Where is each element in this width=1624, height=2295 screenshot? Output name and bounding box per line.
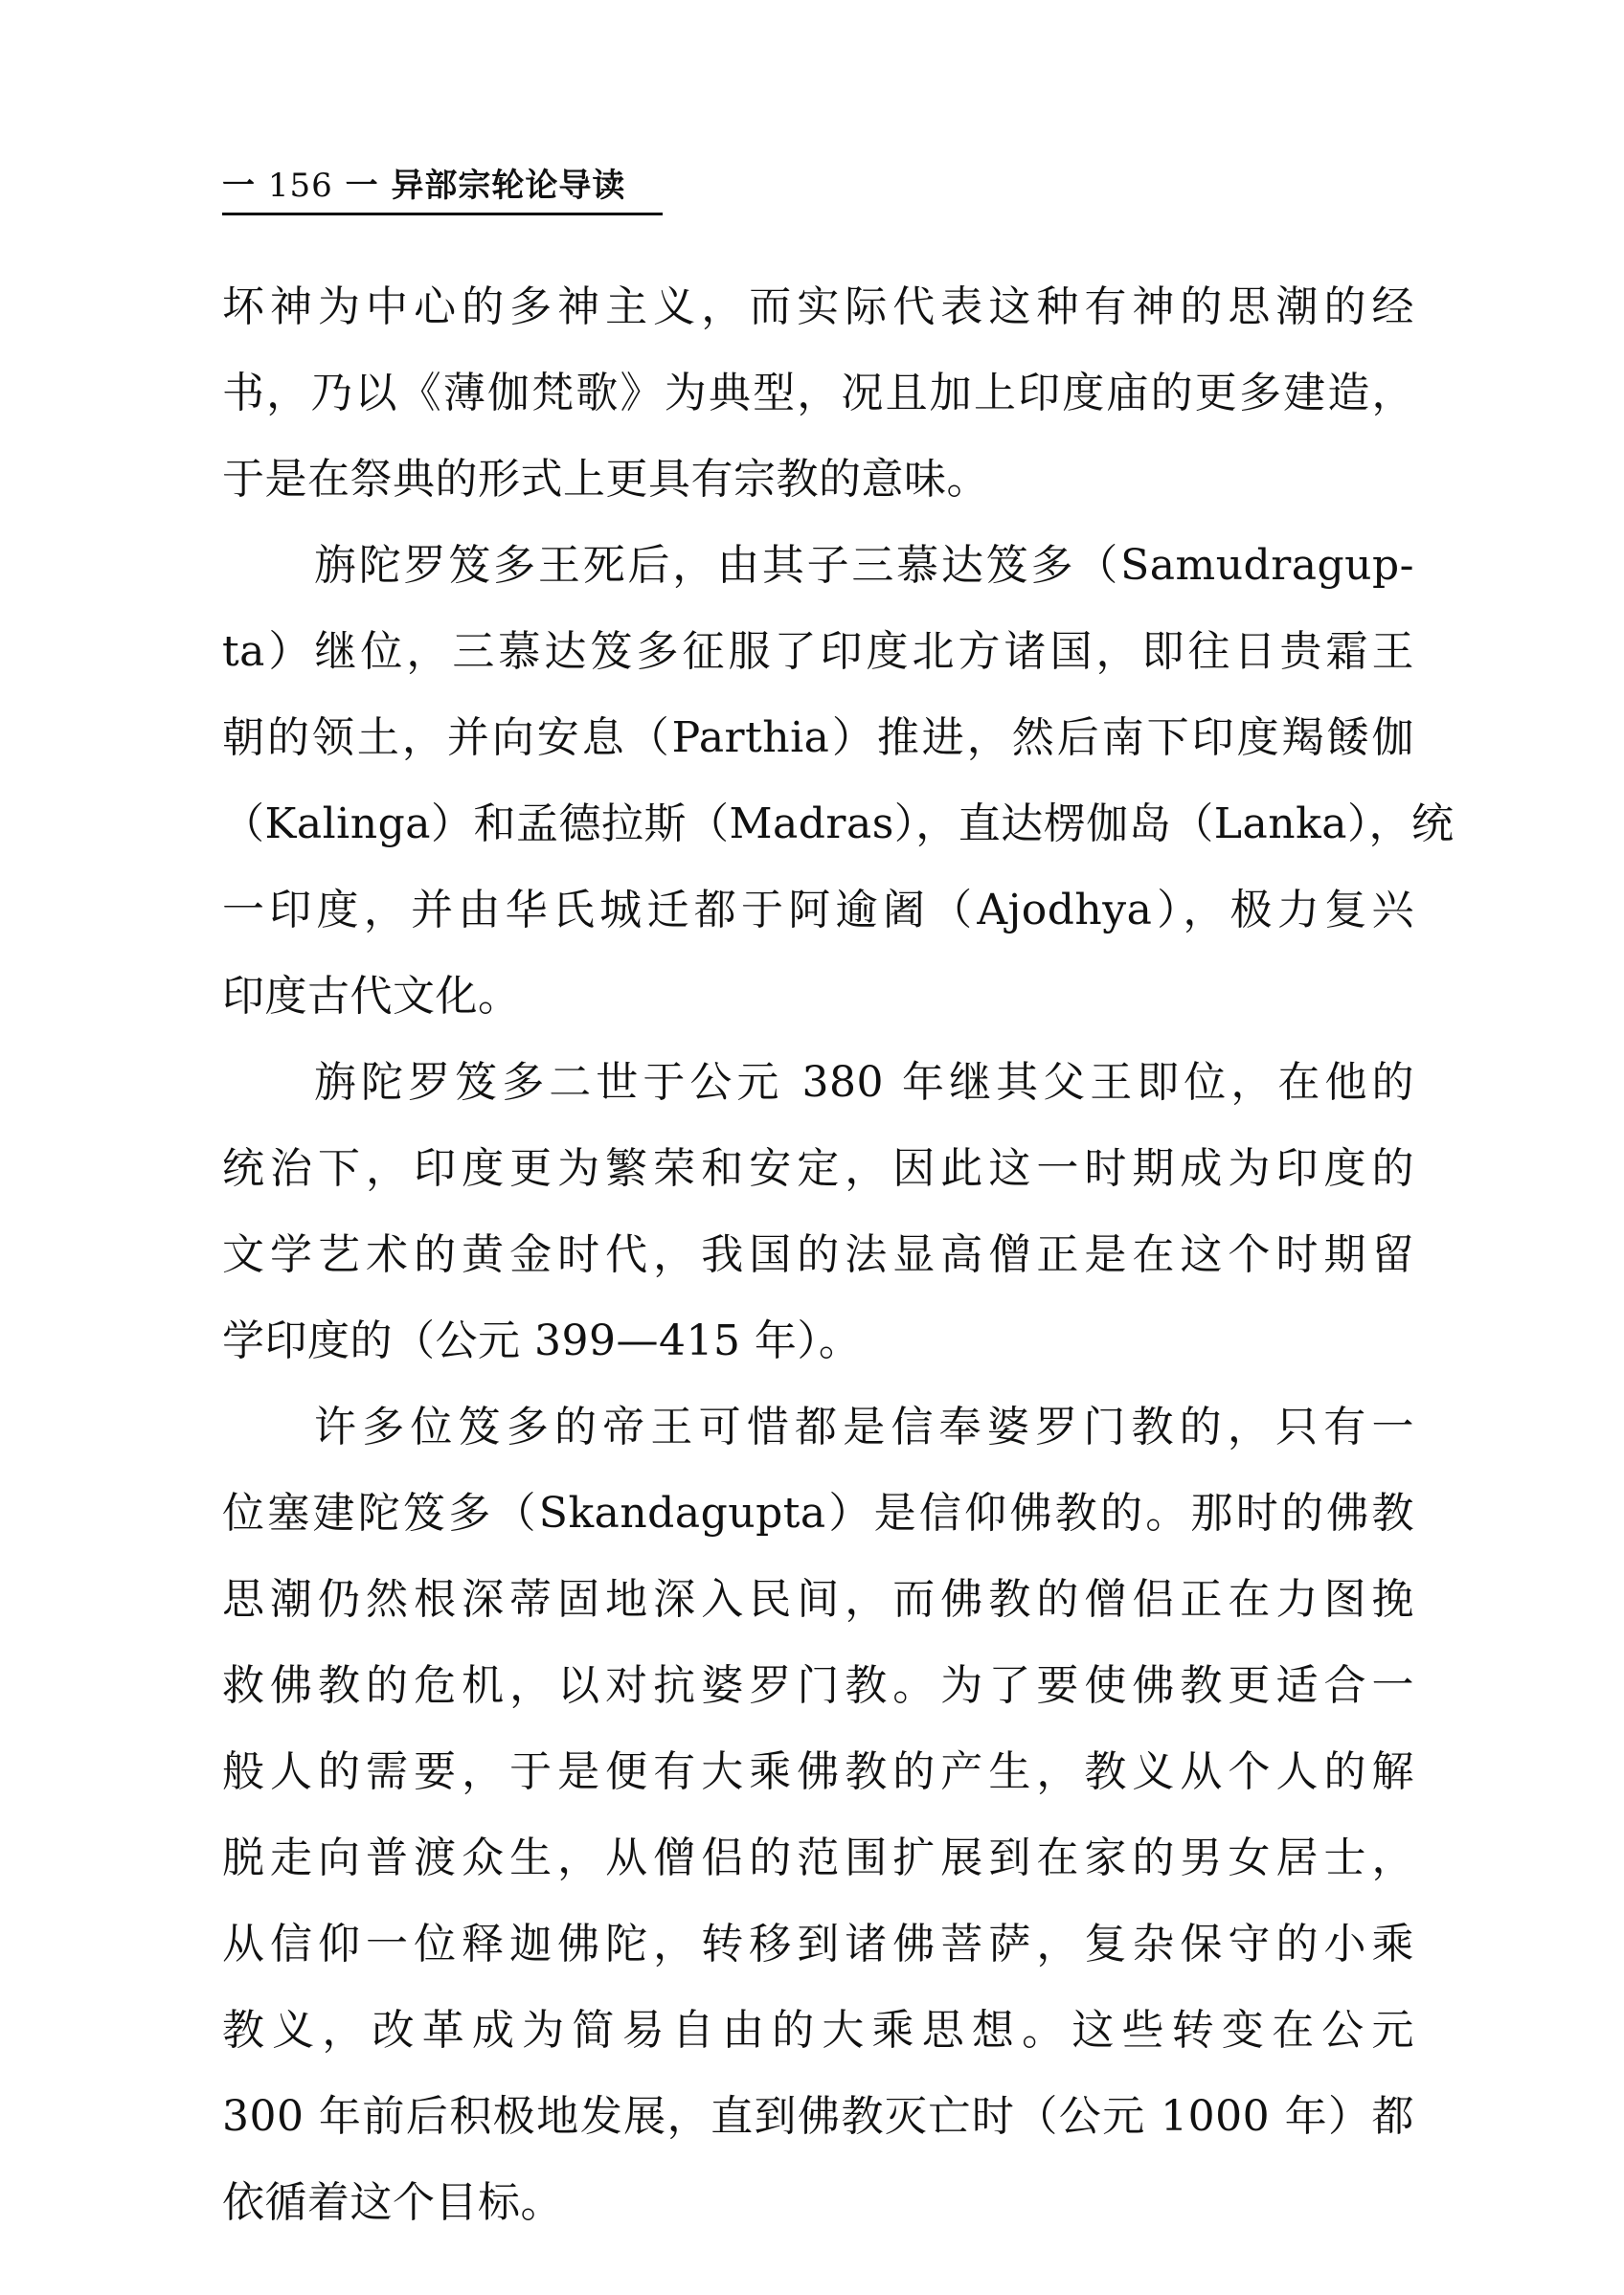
text-line: 旃陀罗笈多王死后，由其子三慕达笈多（Samudragup- [314,541,1414,590]
text-line: 书，乃以《薄伽梵歌》为典型，况且加上印度庙的更多建造， [222,369,1414,417]
book-title: 异部宗轮论导读 [391,167,626,205]
text-line: （Kalinga）和孟德拉斯（Madras），直达楞伽岛（Lanka），统 [222,799,1455,848]
body-text [222,264,1455,2246]
text-line: 脱走向普渡众生，从僧侣的范围扩展到在家的男女居士， [222,1834,1414,1882]
text-line: ta）继位，三慕达笈多征服了印度北方诸国，即往日贵霜王 [222,627,1414,676]
text-line: 一印度，并由华氏城迁都于阿逾阇（Ajodhya），极力复兴 [222,886,1414,934]
text-line: 从信仰一位释迦佛陀，转移到诸佛菩萨，复杂保守的小乘 [222,1920,1414,1969]
text-line: 坏神为中心的多神主义，而实际代表这种有神的思潮的经 [222,282,1414,331]
running-header [222,165,663,215]
text-line: 300 年前后积极地发展，直到佛教灭亡时（公元 1000 年）都 [222,2092,1414,2141]
text-line: 于是在祭典的形式上更具有宗教的意味。 [222,455,989,504]
text-line: 般人的需要，于是便有大乘佛教的产生，教义从个人的解 [222,1747,1414,1796]
text-line: 许多位笈多的帝王可惜都是信奉婆罗门教的，只有一 [314,1403,1414,1451]
text-line: 救佛教的危机，以对抗婆罗门教。为了要使佛教更适合一 [222,1661,1414,1710]
text-line: 教义，改革成为简易自由的大乘思想。这些转变在公元 [222,2006,1414,2055]
text-line: 旃陀罗笈多二世于公元 380 年继其父王即位，在他的 [314,1058,1414,1107]
text-line: 位塞建陀笈多（Skandagupta）是信仰佛教的。那时的佛教 [222,1489,1414,1538]
text-line: 学印度的（公元 399—415 年）。 [222,1316,862,1365]
text-line: 文学艺术的黄金时代，我国的法显高僧正是在这个时期留 [222,1230,1414,1279]
header-dash-right: 一 [345,167,379,205]
text-line: 思潮仍然根深蒂固地深入民间，而佛教的僧侣正在力图挽 [222,1575,1414,1624]
page-number: 156 [267,167,333,205]
text-line: 朝的领土，并向安息（Parthia）推进，然后南下印度羯餧伽 [222,713,1414,762]
text-line: 印度古代文化。 [222,972,521,1021]
header-dash-left: 一 [222,167,256,205]
text-line: 依循着这个目标。 [222,2178,563,2227]
text-line: 统治下，印度更为繁荣和安定，因此这一时期成为印度的 [222,1144,1414,1193]
